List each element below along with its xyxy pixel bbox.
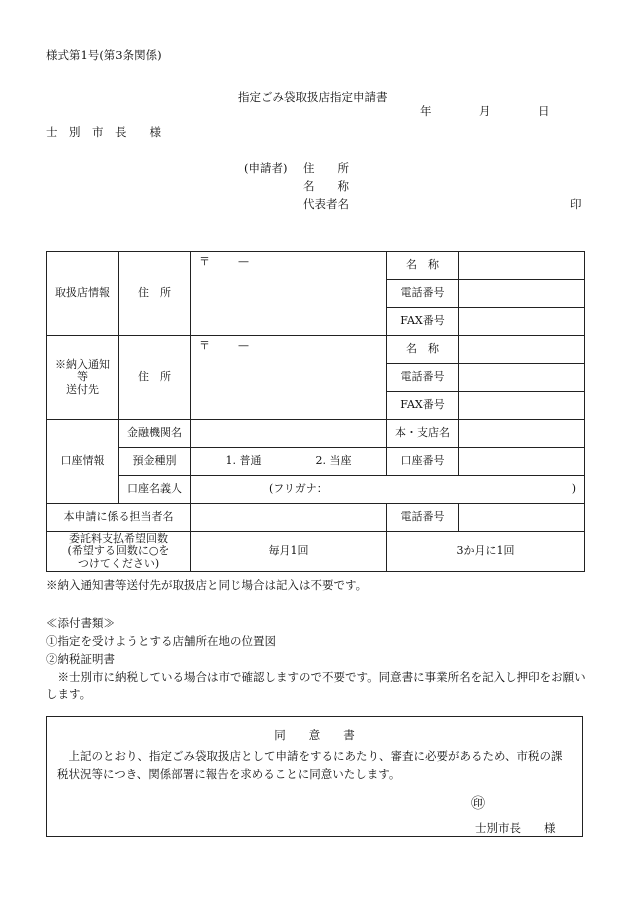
bank-name-label: 金融機関名 bbox=[119, 420, 191, 448]
postal-code bbox=[199, 340, 249, 353]
notice-phone-label: 電話番号 bbox=[387, 364, 459, 392]
person-in-charge-field[interactable] bbox=[191, 504, 387, 532]
notice-destination-label: ※納入通知 等 送付先 bbox=[47, 336, 119, 420]
deposit-option-ordinary[interactable]: 1. 普通 bbox=[225, 454, 262, 468]
branch-label: 本・支店名 bbox=[387, 420, 459, 448]
store-fax-field[interactable] bbox=[459, 308, 585, 336]
store-phone-field[interactable] bbox=[459, 280, 585, 308]
postal-code bbox=[199, 256, 249, 269]
applicant-label: (申請者) bbox=[244, 161, 288, 175]
store-address-field[interactable] bbox=[191, 252, 387, 336]
applicant-seal: 印 bbox=[570, 197, 582, 211]
store-info-label: 取扱店情報 bbox=[47, 252, 119, 336]
date-year: 年 bbox=[420, 104, 432, 118]
table-note: ※納入通知書等送付先が取扱店と同じ場合は記入は不要です。 bbox=[46, 578, 368, 592]
store-name-field[interactable] bbox=[459, 252, 585, 280]
addressee-mayor: 士 別 市 長 様 bbox=[46, 125, 161, 139]
branch-field[interactable] bbox=[459, 420, 585, 448]
account-holder-field[interactable] bbox=[191, 476, 585, 504]
store-address-label: 住 所 bbox=[119, 252, 191, 336]
consent-box bbox=[46, 716, 583, 837]
notice-phone-field[interactable] bbox=[459, 364, 585, 392]
postal-mark-icon: 〒 bbox=[199, 255, 210, 268]
date-month: 月 bbox=[479, 104, 491, 118]
consent-seal-icon: ㊞ bbox=[471, 796, 485, 812]
fee-option-monthly[interactable]: 毎月1回 bbox=[191, 532, 387, 572]
consent-body: 上記のとおり、指定ごみ袋取扱店として申請をするにあたり、審査に必要があるため、市税の課税状況等につき、関係部署に報告を求めることに同意いたします。 bbox=[57, 749, 563, 781]
store-fax-label: FAX番号 bbox=[387, 308, 459, 336]
postal-mark-icon: 〒 bbox=[199, 339, 210, 352]
postal-dash: — bbox=[238, 339, 249, 352]
person-in-charge-label: 本申請に係る担当者名 bbox=[47, 504, 191, 532]
applicant-address-label: 住 所 bbox=[303, 161, 349, 175]
consent-addressee: 士別市長 様 bbox=[475, 821, 556, 835]
furigana-close: ) bbox=[571, 482, 577, 495]
fee-option-quarterly[interactable]: 3か月に1回 bbox=[387, 532, 585, 572]
notice-fax-field[interactable] bbox=[459, 392, 585, 420]
account-holder-label: 口座名義人 bbox=[119, 476, 191, 504]
notice-name-label: 名 称 bbox=[387, 336, 459, 364]
notice-fax-label: FAX番号 bbox=[387, 392, 459, 420]
notice-address-field[interactable] bbox=[191, 336, 387, 420]
furigana-label: (フリガナ： bbox=[269, 482, 328, 495]
attachments-title: ≪添付書類≫ bbox=[46, 616, 115, 630]
application-table bbox=[46, 251, 585, 572]
person-phone-field[interactable] bbox=[459, 504, 585, 532]
postal-dash: — bbox=[238, 255, 249, 268]
account-number-label: 口座番号 bbox=[387, 448, 459, 476]
applicant-name-label: 名 称 bbox=[303, 179, 349, 193]
notice-name-field[interactable] bbox=[459, 336, 585, 364]
person-phone-label: 電話番号 bbox=[387, 504, 459, 532]
applicant-representative-label: 代表者名 bbox=[303, 197, 349, 211]
attachment-2: ②納税証明書 bbox=[46, 652, 115, 666]
deposit-option-current[interactable]: 2. 当座 bbox=[315, 454, 352, 468]
bank-name-field[interactable] bbox=[191, 420, 387, 448]
deposit-type-label: 預金種別 bbox=[119, 448, 191, 476]
form-number: 様式第1号(第3条関係) bbox=[46, 48, 162, 62]
store-phone-label: 電話番号 bbox=[387, 280, 459, 308]
attachment-1: ①指定を受けようとする店舗所在地の位置図 bbox=[46, 634, 276, 648]
account-number-field[interactable] bbox=[459, 448, 585, 476]
page-title: 指定ごみ袋取扱店指定申請書 bbox=[238, 90, 388, 104]
consent-title: 同 意 書 bbox=[274, 728, 355, 742]
deposit-type-options bbox=[191, 448, 387, 476]
tax-note: ※士別市に納税している場合は市で確認しますので不要です。同意書に事業所名を記入し押印をお願いします。 bbox=[46, 670, 586, 701]
account-info-label: 口座情報 bbox=[47, 420, 119, 504]
fee-frequency-label: 委託料支払希望回数 (希望する回数に○を つけてください) bbox=[47, 532, 191, 572]
notice-address-label: 住 所 bbox=[119, 336, 191, 420]
date-day: 日 bbox=[538, 104, 550, 118]
store-name-label: 名 称 bbox=[387, 252, 459, 280]
